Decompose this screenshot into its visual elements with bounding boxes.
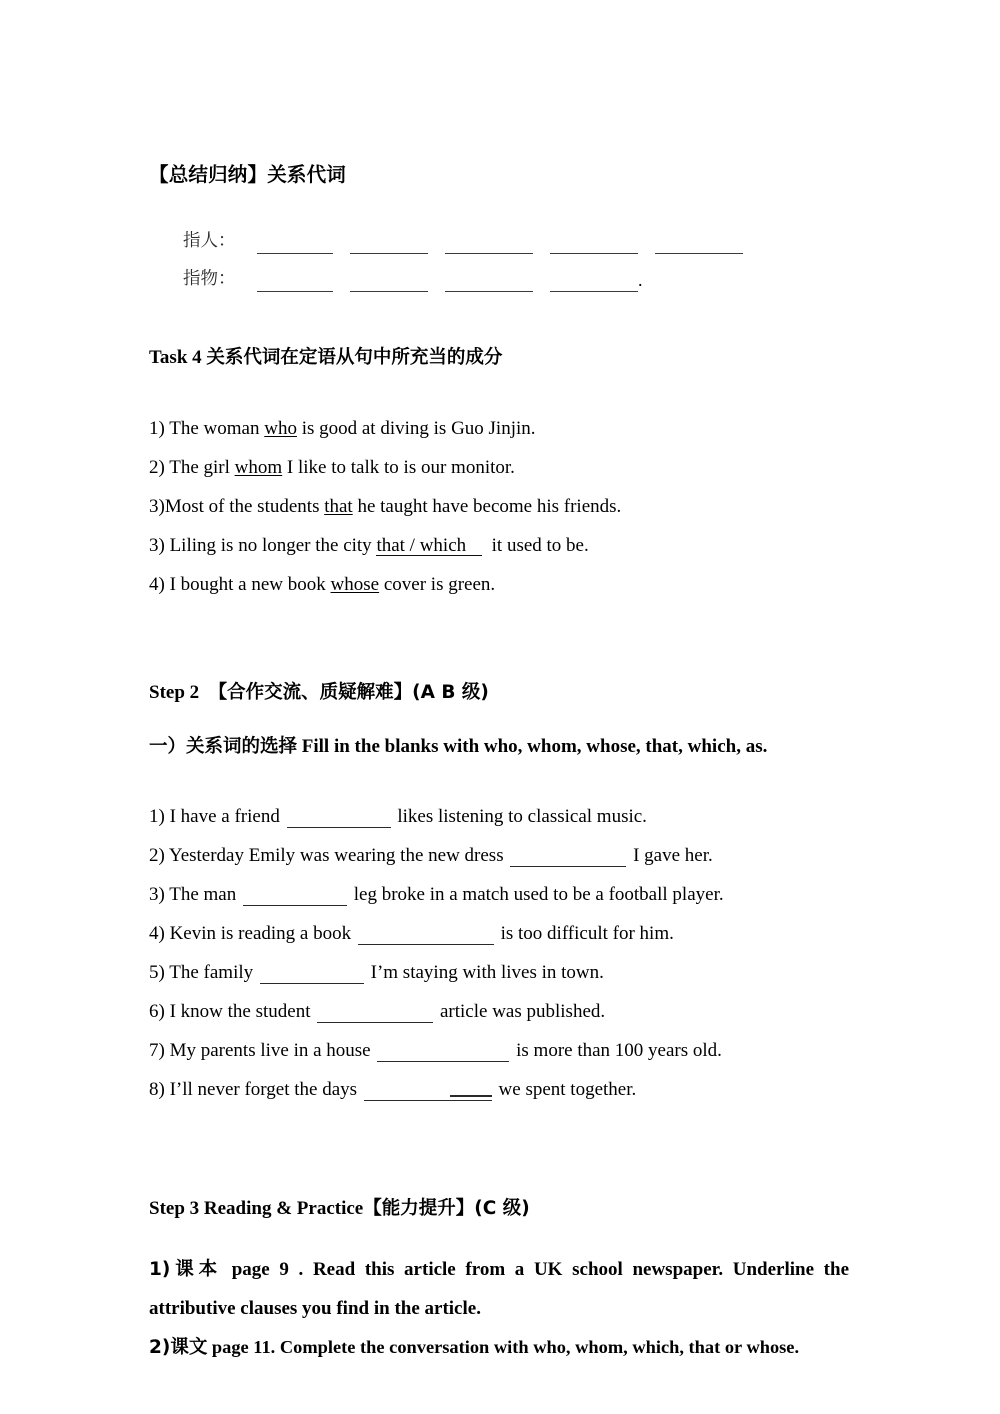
spacer-step3	[149, 1220, 853, 1250]
task4-item	[149, 478, 853, 517]
task4-item-underlined-word: that / which	[376, 536, 482, 556]
step2-item-after: likes listening to classical music.	[392, 806, 647, 828]
step3-item-1-number: 1)课本	[149, 1259, 223, 1281]
task4-item-number: 4)	[149, 573, 165, 595]
step2-item-before: I know the student	[164, 1001, 316, 1023]
summary-blank-people-2[interactable]	[350, 236, 428, 254]
step2-item-after: I gave her.	[628, 845, 713, 867]
task4-item	[149, 439, 853, 478]
summary-blank-people-5[interactable]	[655, 236, 743, 254]
step2-item-before: My parents live in a house	[164, 1040, 376, 1062]
task4-item-before: The woman	[164, 417, 265, 439]
step2-item-number: 5)	[149, 962, 165, 984]
task4-item-number: 2)	[149, 456, 165, 478]
step2-answer-blank[interactable]	[364, 1085, 492, 1101]
step3-item-1	[149, 1250, 849, 1328]
step2-item-number: 6)	[149, 1001, 165, 1023]
step2-item-before: The family	[164, 962, 258, 984]
step2-item	[149, 1062, 853, 1101]
task4-heading-prefix: Task 4	[149, 347, 202, 369]
spacer-before-step2	[149, 595, 853, 681]
task4-item	[149, 400, 853, 439]
step2-heading-cjk: 【合作交流、质疑解难】	[208, 682, 413, 704]
step2-item-before: Yesterday Emily was wearing the new dress	[164, 845, 509, 867]
step3-item-2-text: page 11. Complete the conversation with who, whom, which, that or whose.	[207, 1337, 800, 1358]
task4-item-after: I like to talk to is our monitor.	[282, 456, 515, 478]
step2-answer-blank[interactable]	[377, 1046, 509, 1062]
task4-item-underlined-word: whom	[234, 456, 283, 478]
task4-item-underlined-word: whose	[330, 573, 380, 595]
task4-item-after: is good at diving is Guo Jinjin.	[296, 417, 536, 439]
step2-heading-suffix: (A B 级)	[412, 682, 489, 704]
step3-heading-cjk: 【能力提升】	[363, 1197, 475, 1219]
step2-item-after: is more than 100 years old.	[511, 1040, 722, 1062]
summary-blank-people-1[interactable]	[257, 236, 333, 254]
summary-trailing-period: .	[638, 270, 643, 291]
task4-item-before: The girl	[164, 456, 235, 478]
summary-blank-people-3[interactable]	[445, 236, 533, 254]
step2-item	[149, 1023, 853, 1062]
step2-item-before: Kevin is reading a book	[164, 923, 356, 945]
step2-item-number: 3)	[149, 884, 165, 906]
step2-item	[149, 945, 853, 984]
task4-item-number: 3)	[149, 534, 165, 556]
spacer-after-summary	[149, 292, 853, 346]
step2-item-after: we spent together.	[493, 1079, 637, 1101]
spacer-before-step3	[149, 1101, 853, 1197]
task4-item-after: cover is green.	[379, 573, 496, 595]
summary-row-label-things: 指物：	[183, 268, 236, 289]
step2-item-number: 8)	[149, 1079, 165, 1101]
task4-heading-cjk: 关系代词在定语从句中所充当的成分	[206, 347, 503, 369]
step2-item-number: 7)	[149, 1040, 165, 1062]
summary-row-label-people: 指人：	[183, 230, 236, 251]
step2-item-list	[149, 789, 853, 1101]
summary-blank-things-1[interactable]	[257, 274, 333, 292]
summary-heading: 【总结归纳】关系代词	[149, 163, 347, 186]
task4-item-after: it used to be.	[482, 534, 589, 556]
step2-item	[149, 984, 853, 1023]
step2-item-before: I have a friend	[164, 806, 285, 828]
step2-item	[149, 828, 853, 867]
step2-item-number: 2)	[149, 845, 165, 867]
task4-item-number: 3)	[149, 495, 165, 517]
summary-row-people	[183, 216, 853, 254]
task4-item-after: he taught have become his friends.	[352, 495, 622, 517]
task4-item	[149, 556, 853, 595]
spacer-task4	[149, 370, 853, 400]
step3-item-2	[149, 1328, 853, 1367]
step2-item	[149, 906, 853, 945]
step2-subheading-cjk: 一）关系词的选择	[149, 735, 298, 757]
step2-answer-blank[interactable]	[358, 929, 494, 945]
step2-heading	[149, 681, 853, 705]
step2-item	[149, 867, 853, 906]
step2-answer-blank[interactable]	[260, 968, 364, 984]
step2-item	[149, 789, 853, 828]
spacer-step2-items	[149, 759, 853, 789]
task4-heading	[149, 346, 853, 370]
step2-item-after: is too difficult for him.	[495, 923, 674, 945]
summary-row-things	[183, 254, 853, 292]
step3-heading-suffix: (C 级)	[474, 1197, 530, 1219]
task4-item-number: 1)	[149, 417, 165, 439]
step2-item-before: The man	[164, 884, 241, 906]
step3-item-2-number: 2)课文	[149, 1337, 208, 1359]
step2-item-after: leg broke in a match used to be a football player.	[349, 884, 724, 906]
step2-item-number: 4)	[149, 923, 165, 945]
spacer-step2	[149, 705, 853, 735]
step2-item-number: 1)	[149, 806, 165, 828]
step2-answer-blank[interactable]	[510, 851, 626, 867]
step2-subheading	[149, 735, 853, 759]
step2-item-after: article was published.	[435, 1001, 606, 1023]
document-content	[149, 163, 853, 1367]
step3-item-1-text: page 9 . Read this article from a UK school newspaper. Underline the attributive clauses you find in the article.	[149, 1259, 849, 1320]
task4-item-before: I bought a new book	[164, 573, 331, 595]
step3-heading-prefix: Step 3 Reading & Practice	[149, 1197, 364, 1219]
task4-item	[149, 517, 853, 556]
summary-blanks-block	[149, 216, 853, 292]
step2-item-before: I’ll never forget the days	[164, 1079, 362, 1101]
step2-answer-blank[interactable]	[287, 812, 391, 828]
step2-answer-blank[interactable]	[243, 890, 347, 906]
step3-heading	[149, 1197, 853, 1221]
task4-item-list	[149, 400, 853, 595]
summary-blank-people-4[interactable]	[550, 236, 638, 254]
step2-subheading-en: Fill in the blanks with who, whom, whose, that, which, as.	[301, 735, 768, 757]
step2-answer-blank[interactable]	[317, 1007, 433, 1023]
summary-blank-things-4[interactable]	[550, 274, 638, 292]
task4-item-underlined-word: that	[324, 495, 353, 517]
summary-blank-things-3[interactable]	[445, 274, 533, 292]
summary-blank-things-2[interactable]	[350, 274, 428, 292]
step2-heading-prefix: Step 2	[149, 682, 200, 704]
task4-item-before: Liling is no longer the city	[164, 534, 377, 556]
task4-item-before: Most of the students	[164, 495, 325, 517]
step2-item-after: I’m staying with lives in town.	[365, 962, 604, 984]
task4-item-underlined-word: who	[264, 417, 297, 439]
